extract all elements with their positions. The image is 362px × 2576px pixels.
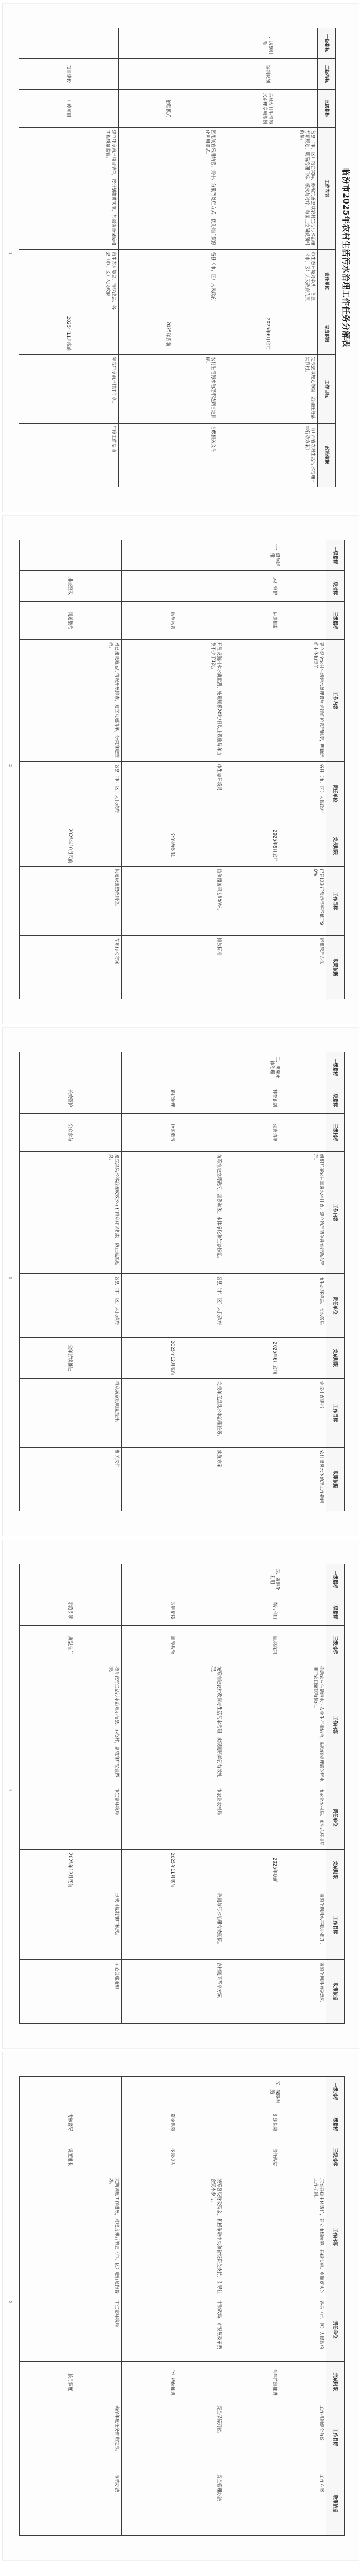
table-cell-c2: 长效管护: [20, 1083, 122, 1114]
table-cell-c4: 压实县级主体责任，建立市级统筹、县级实施、乡镇落实的工作机制。: [224, 2176, 326, 2298]
table-cell-c2: 组织保障: [224, 2107, 326, 2138]
table-row: [20, 1052, 122, 1511]
table-cell-c1: [119, 28, 218, 59]
table-cell-c5: 各县（市、区）人民政府: [224, 762, 326, 825]
table-cell-c3: 控源截污: [122, 1114, 224, 1152]
rotated-sheet: [3, 1540, 359, 2049]
table-cell-c2: 资金保障: [122, 2107, 224, 2138]
table-cell-c7: 群众满意度明显提升。: [20, 1379, 122, 1448]
table-row: [119, 28, 218, 487]
column-header: 工作内容: [318, 128, 336, 250]
column-header: 二级指标: [326, 1083, 345, 1114]
table-cell-c4: 各县（市、区）结合实际，修编完善县域农村生活污水治理专项规划，明确治理目标、模式与时序，与国土空间规划相衔接。: [218, 128, 318, 250]
table-cell-c4: 开展设施出水水质监测，处理规模20吨/日以上设施每年监测不少于1次。: [122, 640, 224, 762]
table-cell-c1: [122, 1052, 224, 1083]
table-cell-c7: 完成年度治理村庄任务。: [19, 355, 119, 424]
column-header: 政策依据: [326, 936, 345, 999]
table-row: [20, 540, 122, 999]
table-row: [19, 28, 119, 487]
table-cell-c1: [20, 1564, 122, 1595]
table-cell-c7: 确保年度任务如期完成。: [20, 2403, 122, 2472]
column-header: 三级指标: [318, 90, 336, 128]
table-cell-c3: 公众参与: [20, 1114, 122, 1152]
table-cell-c7: 完成县域规划修编，治理任务落实到村。: [218, 355, 318, 424]
task-table: [19, 28, 336, 487]
table-cell-c5: 市生态环境局: [122, 762, 224, 825]
table-cell-c5: 市生态环境局、市财政局、各县（市、区）人民政府: [19, 250, 119, 313]
table-cell-c1: 三、黑臭水体治理: [224, 1052, 326, 1083]
table-cell-c7: 工作机制健全有效。: [224, 2403, 326, 2472]
table-cell-c5: 市农业农村局: [122, 1786, 224, 1850]
column-header: 责任单位: [326, 1786, 345, 1850]
column-header: 工作目标: [326, 867, 345, 936]
column-header: 工作目标: [318, 355, 336, 424]
table-cell-c6: 2025年9月底前: [224, 825, 326, 867]
column-header: 完成时限: [326, 825, 345, 867]
document-page: [2, 515, 359, 1024]
table-row: [224, 2077, 326, 2536]
table-cell-c8: 农村厕所革命方案: [122, 1960, 224, 2024]
table-row: [224, 1052, 326, 1511]
column-header: 工作内容: [326, 640, 345, 762]
column-header: 政策依据: [318, 424, 336, 487]
table-row: [218, 28, 318, 487]
table-cell-c7: 资源化利用水平稳步提升。: [224, 1891, 326, 1960]
table-header-row: [318, 28, 336, 487]
table-cell-c2: 排查整改: [20, 571, 122, 602]
table-cell-c7: 改厕与污水治理有效衔接。: [122, 1891, 224, 1960]
column-header: 完成时限: [326, 1850, 345, 1891]
table-cell-c2: 系统治理: [122, 1083, 224, 1114]
column-header: 工作目标: [326, 1379, 345, 1448]
table-cell-c4: 因地制宜采用纳管、集中、分散等处理方式，优先推广资源化利用模式。: [119, 128, 218, 250]
table-cell-c7: 完成排查建档。: [224, 1379, 326, 1448]
table-cell-c5: 各县（市、区）人民政府: [122, 1274, 224, 1338]
table-cell-c1: 五、保障措施: [224, 2077, 326, 2107]
column-header: 完成时限: [326, 2362, 345, 2403]
column-header: 责任单位: [326, 1274, 345, 1338]
table-cell-c7: 已建设施正常运行率不低于90%。: [224, 867, 326, 936]
column-header: 责任单位: [326, 2298, 345, 2362]
column-header: 三级指标: [326, 1114, 345, 1152]
table-header-row: [326, 1564, 345, 2024]
table-cell-c4: 定期调度工作进展，对进度滞后的县（市、区）进行通报督办。: [20, 2176, 122, 2298]
page-number: 2: [8, 764, 12, 767]
table-cell-c3: 调度通报: [20, 2138, 122, 2176]
table-cell-c2: 项目建设: [19, 59, 119, 90]
column-header: 二级指标: [318, 59, 336, 90]
column-header: 二级指标: [326, 1595, 345, 1626]
table-cell-c3: 县域农村生活污水治理专项规划: [218, 90, 318, 128]
table-cell-c6: 2025年6月底前: [218, 313, 318, 355]
column-header: 三级指标: [326, 602, 345, 640]
page-number: 4: [8, 1789, 12, 1791]
column-header: 工作目标: [326, 1891, 345, 1960]
table-row: [224, 540, 326, 999]
column-header: 一级指标: [318, 28, 336, 59]
task-table: [19, 1564, 345, 2024]
table-cell-c1: 二、设施运维: [224, 540, 326, 571]
table-cell-c6: 全年持续推进: [122, 2362, 224, 2403]
document-page: [2, 1027, 359, 1536]
table-cell-c1: 四、资源化利用: [224, 1564, 326, 1595]
table-cell-c2: [119, 59, 218, 90]
table-cell-c3: 运维机制: [224, 602, 326, 640]
table-cell-c8: 年度工作要点: [19, 424, 119, 487]
column-header: 三级指标: [326, 1626, 345, 1664]
table-cell-c5: 市农业农村局、市生态环境局: [224, 1786, 326, 1850]
table-cell-c7: 监测覆盖率达100%。: [122, 867, 224, 936]
table-cell-c4: 推动农村生活污水与农业生产相结合，鼓励经处理后的尾水用于农田灌溉和绿化。: [224, 1664, 326, 1786]
table-cell-c5: 市生态环境局: [20, 2298, 122, 2362]
column-header: 完成时限: [318, 313, 336, 355]
table-cell-c8: 运维管理办法: [224, 936, 326, 999]
table-cell-c8: 实施方案: [122, 1448, 224, 1511]
table-cell-c3: 问题整治: [20, 602, 122, 640]
task-table: [19, 540, 345, 999]
table-cell-c1: [122, 540, 224, 571]
table-cell-c8: 《山西省农村生活污水治理三年行动方案》: [218, 424, 318, 487]
document-page: [2, 1540, 359, 2049]
table-cell-c3: 责任落实: [224, 2138, 326, 2176]
task-table: [19, 1052, 345, 1511]
table-cell-c3: 治理模式: [119, 90, 218, 128]
table-row: [224, 1564, 326, 2024]
task-table: [19, 2076, 345, 2536]
table-cell-c4: 建立年度治理项目清单，按计划推进实施，加强资金保障和工程质量监管。: [19, 128, 119, 250]
table-cell-c6: 全年持续推进: [224, 2362, 326, 2403]
table-cell-c5: 各县（市、区）人民政府: [20, 1274, 122, 1338]
table-cell-c1: [19, 28, 119, 59]
column-header: 责任单位: [326, 762, 345, 825]
table-row: [20, 1564, 122, 2024]
table-cell-c6: 2025年底前: [224, 1850, 326, 1891]
page-number: 5: [8, 2301, 12, 2304]
table-cell-c5: 市生态环境局牵头，各县（市、区）人民政府负责: [218, 250, 318, 313]
table-cell-c6: 2025年11月底前: [19, 313, 119, 355]
table-cell-c6: 全年持续推进: [122, 825, 224, 867]
table-header-row: [326, 1052, 345, 1511]
column-header: 完成时限: [326, 1338, 345, 1379]
table-cell-c3: 监测监管: [122, 602, 224, 640]
table-cell-c1: [20, 540, 122, 571]
table-cell-c6: 2025年底前: [119, 313, 218, 355]
table-cell-c2: 粪污利用: [224, 1595, 326, 1626]
table-cell-c2: [122, 571, 224, 602]
table-cell-c6: 2025年11月底前: [122, 1850, 224, 1891]
table-cell-c3: 多元投入: [122, 2138, 224, 2176]
table-cell-c8: 排放标准: [122, 936, 224, 999]
table-row: [122, 1564, 224, 2024]
table-cell-c6: 按月调度: [20, 2362, 122, 2403]
document-title: 临汾市2025年农村生活污水治理工作任务分解表: [341, 168, 351, 348]
table-cell-c3: 典型推广: [20, 1626, 122, 1664]
table-cell-c1: [20, 1052, 122, 1083]
table-cell-c7: 形成可复制推广模式。: [20, 1891, 122, 1960]
table-cell-c6: 2025年6月底前: [224, 1338, 326, 1379]
table-cell-c3: 厕污共治: [122, 1626, 224, 1664]
page-number: 3: [8, 1277, 12, 1279]
column-header: 二级指标: [326, 2107, 345, 2138]
column-header: 工作目标: [326, 2403, 345, 2472]
table-row: [122, 1052, 224, 1511]
rotated-sheet: [3, 2052, 359, 2561]
table-cell-c8: 资源化利用指导意见: [224, 1960, 326, 2024]
document-page: [2, 3, 359, 512]
table-cell-c5: 各县（市、区）人民政府: [20, 762, 122, 825]
table-cell-c2: 排查识别: [224, 1083, 326, 1114]
rotated-sheet: [3, 1027, 359, 1536]
table-cell-c7: 农村生活污水治理率达到省定目标。: [119, 355, 218, 424]
table-cell-c8: 工作方案: [224, 2472, 326, 2536]
table-header-row: [326, 2077, 345, 2536]
table-cell-c2: 运行管护: [224, 571, 326, 602]
table-cell-c2: 编制规划: [218, 59, 318, 90]
table-cell-c1: 一、规划引领: [218, 28, 318, 59]
table-cell-c3: 年度项目: [19, 90, 119, 128]
column-header: 工作内容: [326, 1664, 345, 1786]
table-row: [122, 2077, 224, 2536]
table-cell-c5: 市生态环境局: [20, 1786, 122, 1850]
table-cell-c2: 改厕衔接: [122, 1595, 224, 1626]
table-row: [122, 540, 224, 999]
table-cell-c8: 专项行动方案: [20, 936, 122, 999]
table-cell-c4: 统筹推进农村改厕与生活污水治理，实现厕所粪污有效处理。: [122, 1664, 224, 1786]
column-header: 工作内容: [326, 2176, 345, 2298]
rotated-sheet: [3, 515, 359, 1024]
table-cell-c8: 考核办法: [20, 2472, 122, 2536]
table-cell-c8: 农村黑臭水体治理工作指南: [224, 1448, 326, 1511]
table-cell-c8: 省级相关文件: [119, 424, 218, 487]
table-cell-c4: 培育农村生活污水治理示范县、示范村，总结推广经验做法。: [20, 1664, 122, 1786]
table-cell-c8: 资金管理办法: [122, 2472, 224, 2536]
table-cell-c4: 组织开展农村黑臭水体排查，建立治理清单并实行动态管理。: [224, 1152, 326, 1274]
document-page: [2, 2052, 359, 2561]
table-cell-c4: 统筹推进控源截污、清淤疏浚、水体净化和生态修复。: [122, 1152, 224, 1274]
table-cell-c5: 市生态环境局、市水务局: [224, 1274, 326, 1338]
table-cell-c6: 全年持续推进: [20, 1338, 122, 1379]
page-number: 1: [8, 252, 12, 255]
column-header: 政策依据: [326, 2472, 345, 2536]
rotated-sheet: [3, 3, 359, 512]
table-cell-c1: [122, 2077, 224, 2107]
table-cell-c4: 建立黑臭水体治理成效公示和群众评议机制，防止返黑返臭。: [20, 1152, 122, 1274]
column-header: 一级指标: [326, 1564, 345, 1595]
column-header: 一级指标: [326, 1052, 345, 1083]
column-header: 一级指标: [326, 540, 345, 571]
table-cell-c3: 就地消纳: [224, 1626, 326, 1664]
table-cell-c1: [122, 1564, 224, 1595]
table-row: [20, 2077, 122, 2536]
table-cell-c8: 示范创建通知: [20, 1960, 122, 2024]
column-header: 政策依据: [326, 1960, 345, 2024]
column-header: 一级指标: [326, 2077, 345, 2107]
table-header-row: [326, 540, 345, 999]
table-cell-c4: 建立健全农村生活污水处理设施运行维护管理制度，明确运维主体和责任。: [224, 640, 326, 762]
column-header: 二级指标: [326, 571, 345, 602]
table-cell-c7: 问题设施整改到位。: [20, 867, 122, 936]
table-cell-c3: 动态清单: [224, 1114, 326, 1152]
table-cell-c7: 完成年度黑臭水体治理任务。: [122, 1379, 224, 1448]
table-cell-c2: 考核督导: [20, 2107, 122, 2138]
table-cell-c5: 各县（市、区）人民政府: [119, 250, 218, 313]
table-cell-c6: 2025年10月底前: [20, 825, 122, 867]
column-header: 责任单位: [318, 250, 336, 313]
table-cell-c4: 统筹各级财政资金，积极争取中央和省级资金支持，引导社会资本参与。: [122, 2176, 224, 2298]
table-cell-c4: 对已建设施运行情况开展排查，建立问题清单，分类推进整改。: [20, 640, 122, 762]
table-cell-c5: 市财政局、市发展改革委: [122, 2298, 224, 2362]
column-header: 工作内容: [326, 1152, 345, 1274]
column-header: 三级指标: [326, 2138, 345, 2176]
column-header: 政策依据: [326, 1448, 345, 1511]
table-cell-c2: 示范引领: [20, 1595, 122, 1626]
table-cell-c6: 2025年12月底前: [20, 1850, 122, 1891]
table-cell-c8: 相关文件: [20, 1448, 122, 1511]
table-cell-c6: 2025年12月底前: [122, 1338, 224, 1379]
table-cell-c7: 资金保障到位。: [122, 2403, 224, 2472]
table-cell-c1: [20, 2077, 122, 2107]
table-cell-c5: 各县（市、区）人民政府: [224, 2298, 326, 2362]
